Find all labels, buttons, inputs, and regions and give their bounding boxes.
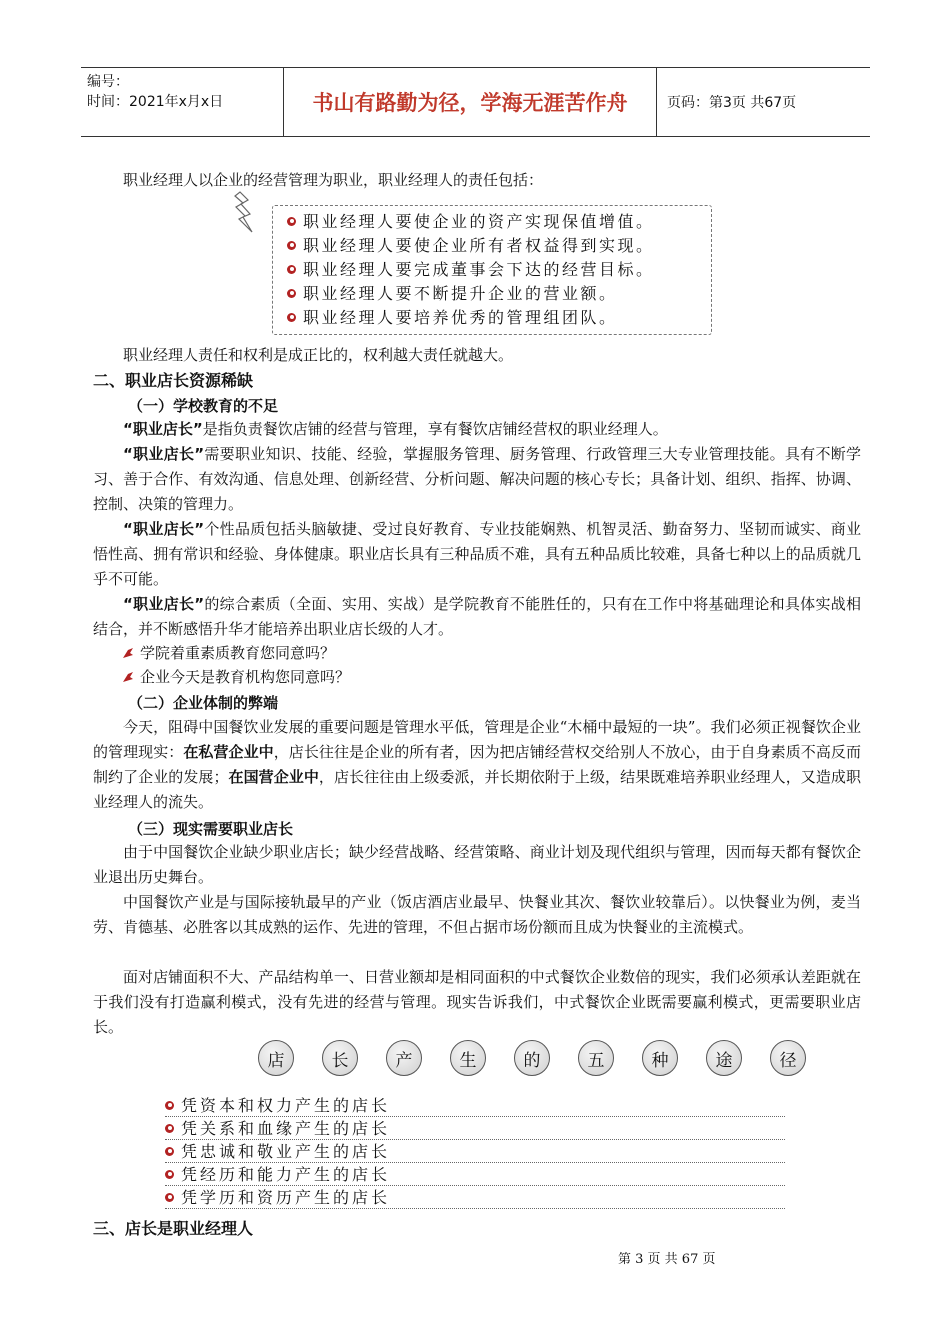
section-2-heading: 二、职业店长资源稀缺 (93, 371, 254, 390)
banner-char: 长 (322, 1040, 358, 1076)
after-box-paragraph: 职业经理人责任和权利是成正比的，权利越大责任就越大。 (123, 346, 514, 364)
page-header (81, 67, 870, 137)
header-meta (81, 68, 284, 136)
path-item: 凭学历和资历产生的店长 (165, 1186, 785, 1209)
flag-icon (122, 671, 134, 683)
path-item: 凭经历和能力产生的店长 (165, 1163, 785, 1186)
list-item: 职业经理人要完成董事会下达的经营目标。 (287, 258, 711, 282)
banner-char: 种 (642, 1040, 678, 1076)
banner-char: 生 (450, 1040, 486, 1076)
banner-char: 店 (258, 1040, 294, 1076)
bullet-icon (165, 1170, 174, 1179)
paragraph-2: “职业店长”需要职业知识、技能、经验，掌握服务管理、厨务管理、行政管理三大专业管理技能。具有不断学习、善于合作、有效沟通、信息处理、创新经营、分析问题、解决问题的核心专长；具备计划、组织、指挥、协调、控制、决策的管理力。 (93, 445, 861, 513)
banner-char: 径 (770, 1040, 806, 1076)
duties-box (272, 205, 712, 335)
intro-paragraph: 职业经理人以企业的经营管理为职业，职业经理人的责任包括： (123, 171, 544, 189)
path-item: 凭资本和权力产生的店长 (165, 1094, 785, 1117)
paragraph-8: 面对店铺面积不大、产品结构单一、日营业额却是相同面积的中式餐饮企业数倍的现实，我们必须承认差距就在于我们没有打造赢利模式，没有先进的经营与管理。现实告诉我们，中式餐饮企业既需要赢利模式，更需要职业店长。 (93, 968, 861, 1036)
lightning-icon (232, 190, 258, 234)
doc-number: 编号： (87, 74, 129, 90)
bullet-icon (165, 1124, 174, 1133)
paragraph-6: 由于中国餐饮企业缺少职业店长；缺少经营战略、经营策略、商业计划及现代组织与管理，因而每天都有餐饮企业退出历史舞台。 (93, 843, 861, 886)
banner-char: 产 (386, 1040, 422, 1076)
bullet-icon (287, 241, 296, 250)
question-2: 企业今天是教育机构您同意吗？ (122, 665, 350, 689)
paragraph-4: “职业店长”的综合素质（全面、实用、实战）是学院教育不能胜任的，只有在工作中将基础理论和具体实战相结合，并不断感悟升华才能培养出职业店长级的人才。 (93, 595, 861, 638)
flag-icon (122, 647, 134, 659)
list-item: 职业经理人要培养优秀的管理组团队。 (287, 306, 711, 330)
path-item: 凭关系和血缘产生的店长 (165, 1117, 785, 1140)
doc-date: 时间：2021年x月x日 (87, 94, 224, 110)
section-3-heading: 三、店长是职业经理人 (93, 1219, 254, 1238)
header-motto: 书山有路勤为径，学海无涯苦作舟 (284, 68, 657, 136)
list-item: 职业经理人要使企业所有者权益得到实现。 (287, 234, 711, 258)
question-1: 学院着重素质教育您同意吗？ (122, 641, 335, 665)
banner-char: 的 (514, 1040, 550, 1076)
path-item: 凭忠诚和敬业产生的店长 (165, 1140, 785, 1163)
bullet-icon (287, 289, 296, 298)
bullet-icon (287, 313, 296, 322)
bullet-icon (165, 1193, 174, 1202)
list-item: 职业经理人要不断提升企业的营业额。 (287, 282, 711, 306)
paragraph-1: “职业店长”是指负责餐饮店铺的经营与管理，享有餐饮店铺经营权的职业经理人。 (123, 420, 668, 438)
page-footer: 第 3 页 共 67 页 (618, 1252, 716, 1267)
bullet-icon (165, 1101, 174, 1110)
bullet-icon (287, 265, 296, 274)
bullet-icon (165, 1147, 174, 1156)
header-page-number: 页码：第3页 共67页 (667, 95, 797, 111)
paragraph-5: 今天，阻碍中国餐饮业发展的重要问题是管理水平低，管理是企业“木桶中最短的一块”。我们必须正视餐饮企业的管理现实：在私营企业中，店长往往是企业的所有者，因为把店铺经营权交给别人不放心，由于自身素质不高反而制约了企业的发展；在国营企业中，店长往往由上级委派，并长期依附于上级，结果既难培养职业经理人，又造成职业经理人的流失。 (93, 718, 861, 811)
subsection-2-heading: （二）企业体制的弊端 (128, 694, 279, 712)
paragraph-7: 中国餐饮产业是与国际接轨最早的产业（饭店酒店业最早、快餐业其次、餐饮业较靠后）。以快餐业为例，麦当劳、肯德基、必胜客以其成熟的运作、先进的管理，不但占据市场份额而且成为快餐业的主流模式。 (93, 893, 861, 936)
paragraph-3: “职业店长”个性品质包括头脑敏捷、受过良好教育、专业技能娴熟、机智灵活、勤奋努力、坚韧而诚实、商业悟性高、拥有常识和经验、身体健康。职业店长具有三种品质不难，具有五种品质比较难，具备七种以上的品质就几乎不可能。 (93, 520, 861, 588)
five-paths-banner (258, 1040, 806, 1076)
bullet-icon (287, 217, 296, 226)
subsection-1-heading: （一）学校教育的不足 (128, 397, 279, 415)
subsection-3-heading: （三）现实需要职业店长 (128, 820, 294, 838)
banner-char: 途 (706, 1040, 742, 1076)
banner-char: 五 (578, 1040, 614, 1076)
list-item: 职业经理人要使企业的资产实现保值增值。 (287, 210, 711, 234)
